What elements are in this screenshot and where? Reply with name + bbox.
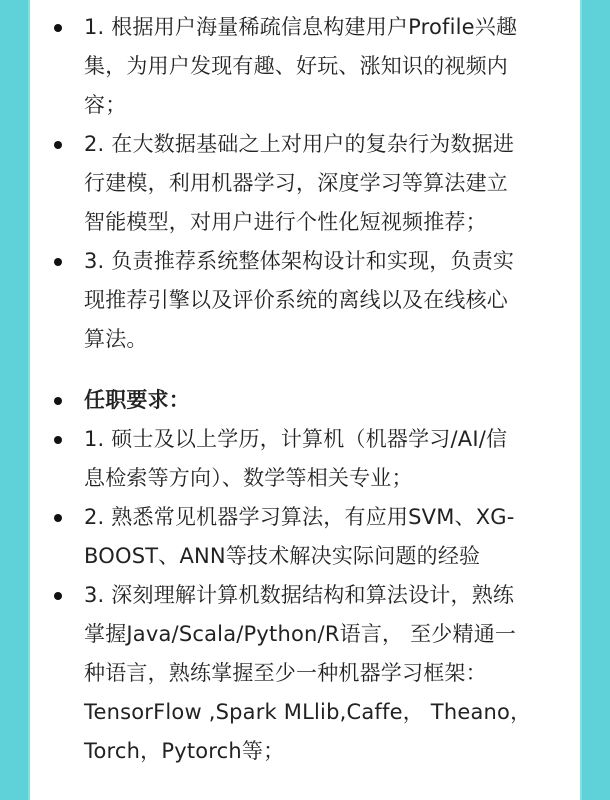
list-item	[30, 242, 580, 359]
list-item-text: 3. 负责推荐系统整体架构设计和实现，负责实 现推荐引擎以及评价系统的离线以及在线核心 算法。	[84, 249, 515, 351]
bullet-icon	[54, 24, 62, 32]
list-item-text: 1. 根据用户海量稀疏信息构建用户Profile兴趣 集，为用户发现有趣、好玩、涨知识的视频内 容；	[84, 15, 518, 117]
section-heading: 任职要求：	[84, 388, 190, 412]
bullet-icon	[54, 514, 62, 522]
bullet-icon	[54, 258, 62, 266]
bullet-icon	[54, 592, 62, 600]
list-item-text: 1. 硕士及以上学历，计算机（机器学习/AI/信 息检索等方向）、数学等相关专业；	[84, 427, 508, 490]
bullet-icon	[54, 397, 62, 405]
requirements-list	[30, 8, 580, 771]
list-item	[30, 576, 580, 771]
list-item-text: 2. 在大数据基础之上对用户的复杂行为数据进 行建模，利用机器学习，深度学习等算法建立 智能模型，对用户进行个性化短视频推荐；	[84, 132, 515, 234]
list-item	[30, 420, 580, 498]
list-item	[30, 8, 580, 125]
content-card	[28, 0, 582, 800]
list-item-text: 2. 熟悉常见机器学习算法，有应用SVM、XG- BOOST、ANN等技术解决实际问题的经验	[84, 505, 515, 568]
list-item	[30, 125, 580, 242]
bullet-icon	[54, 436, 62, 444]
list-item	[30, 498, 580, 576]
list-item-text: 3. 深刻理解计算机数据结构和算法设计，熟练 掌握Java/Scala/Python/R语言， 至少精通一 种语言，熟练掌握至少一种机器学习框架： TensorFlow ,Spark MLlib,Caffe， Theano， Torch，Pytorch等；	[84, 583, 532, 763]
bullet-icon	[54, 141, 62, 149]
section-heading-item	[30, 381, 580, 420]
